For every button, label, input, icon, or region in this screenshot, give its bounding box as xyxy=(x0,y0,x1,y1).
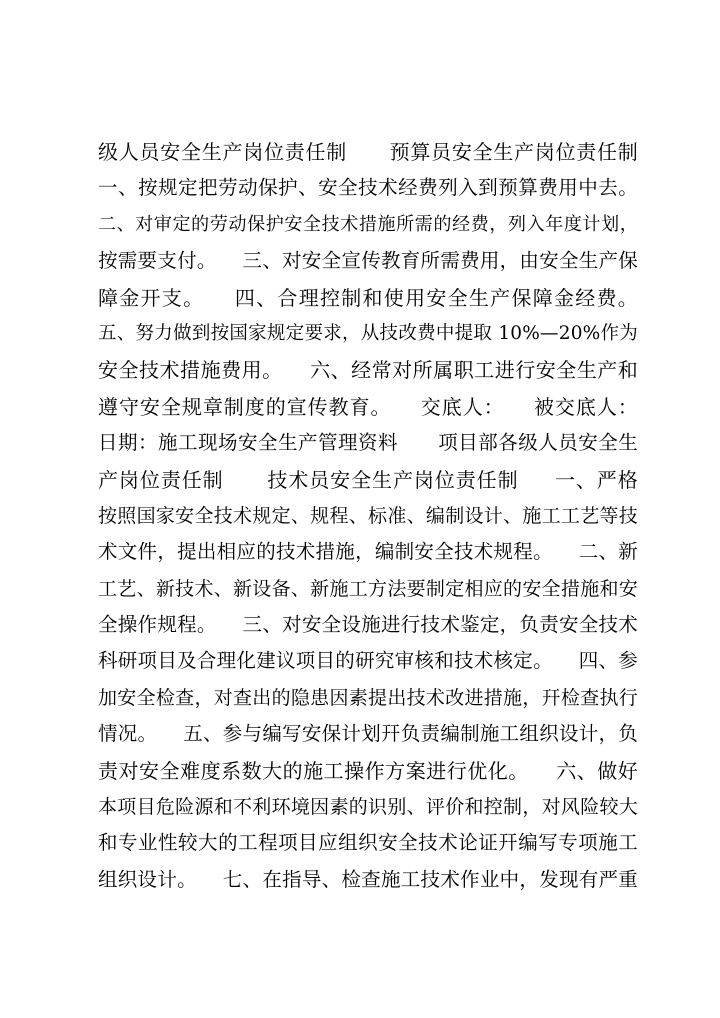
text-line: 二、对审定的劳动保护安全技术措施所需的经费，列入年度计划， xyxy=(98,213,638,235)
text-line: 责对安全难度系数大的施工操作方案进行优化。 六、做好 xyxy=(98,758,638,783)
text-line: 组织设计。 七、在指导、检查施工技术作业中，发现有严重 xyxy=(98,867,638,891)
document-body xyxy=(98,134,638,898)
text-line: 安全技术措施费用。 六、经常对所属职工进行安全生产和 xyxy=(98,358,638,383)
text-line: 日期：施工现场安全生产管理资料 项目部各级人员安全生 xyxy=(98,431,638,455)
text-line: 级人员安全生产岗位责任制 预算员安全生产岗位责任制 xyxy=(98,140,638,164)
text-line: 工艺、新技术、新设备、新施工方法要制定相应的安全措施和安 xyxy=(98,577,638,600)
text-line: 本项目危险源和不利环境因素的识别、评价和控制，对风险较大 xyxy=(98,796,638,819)
text-line: 按照国家安全技术规定、规程、标准、编制设计、施工工艺等技 xyxy=(98,504,638,527)
text-line: 全操作规程。 三、对安全设施进行技术鉴定，负责安全技术 xyxy=(98,613,638,637)
text-line: 情况。 五、参与编写安保计划幵负责编制施工组织设计，负 xyxy=(98,722,638,746)
text-line: 术文件，提出相应的技术措施，编制安全技术规程。 二、新 xyxy=(98,540,638,564)
text-line: 和专业性较大的工程项目应组织安全技术论证幵编写专项施工 xyxy=(98,831,638,855)
text-line: 一、按规定把劳动保护、安全技术经费列入到预算费用中去。 xyxy=(98,176,638,200)
text-line: 遵守安全规章制度的宣传教育。 交底人： 被交底人： xyxy=(98,394,638,419)
text-line: 五、努力做到按国家规定要求，从技改费中提取 10%—20%作为 xyxy=(98,322,638,344)
text-line: 加安全检查，对查出的隐患因素提出技术改进措施，幵检查执行 xyxy=(98,686,638,709)
text-line: 产岗位责任制 技术员安全生产岗位责任制 一、严格 xyxy=(98,467,638,492)
text-line: 科研项目及合理化建议项目的研究审核和技术核定。 四、参 xyxy=(98,649,638,673)
text-line: 按需要支付。 三、对安全宣传教育所需费用，由安全生产保 xyxy=(98,249,638,273)
text-line: 障金开支。 四、合理控制和使用安全生产保障金经费。 xyxy=(98,285,638,310)
